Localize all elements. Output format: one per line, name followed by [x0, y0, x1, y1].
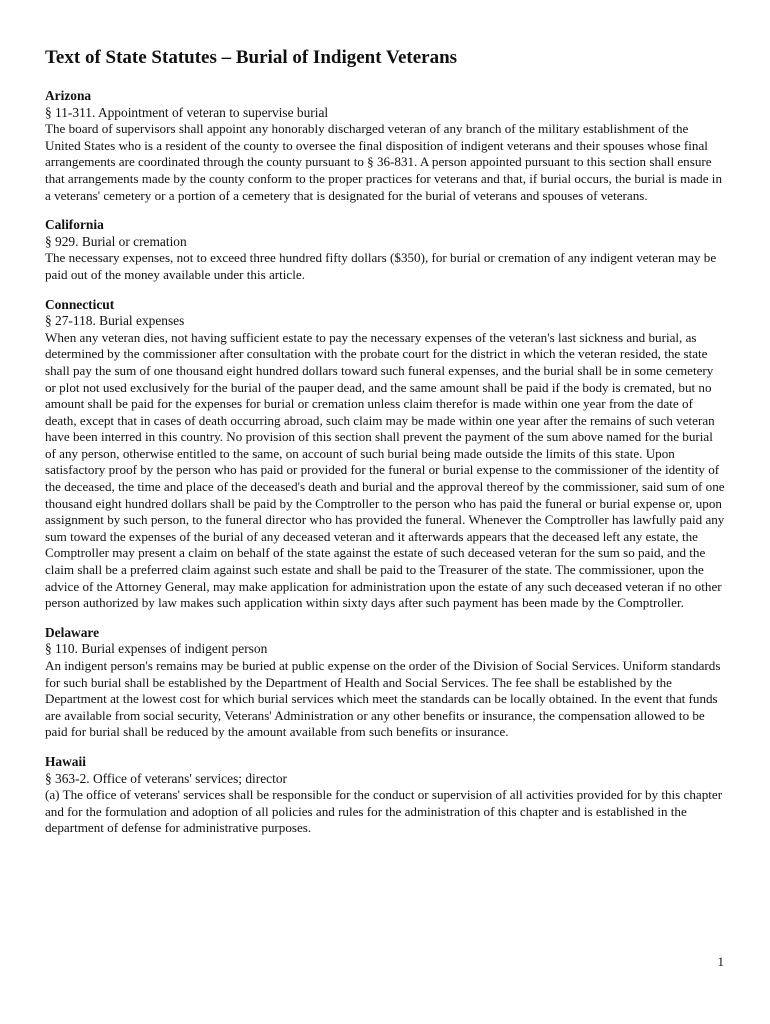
statute-section-california: [45, 217, 727, 283]
statute-heading: § 27-118. Burial expenses: [45, 313, 185, 329]
document-page: [45, 46, 727, 850]
statute-section-connecticut: [45, 297, 727, 612]
state-name: Hawaii: [45, 753, 86, 769]
statute-text: The necessary expenses, not to exceed three hundred fifty dollars ($350), for burial or cremation of any indigent veteran may be paid out of the money available under this article.: [45, 250, 717, 282]
statute-text: The board of supervisors shall appoint any honorably discharged veteran of any branch of the military establishment of the United States who is a resident of the county to oversee the final disposition of indigent veterans and their spouses whose final arrangements are coordinated through the county pursuant to § 36-831. A person appointed pursuant to this section shall ensure that arrangements made by the county conform to the proper practices for veterans and that, if burial occurs, the burial is made in a veterans' cemetery or a portion of a cemetery that is designated for the burial of veterans and spouses of veterans.: [45, 121, 722, 203]
statute-text: An indigent person's remains may be buried at public expense on the order of the Division of Social Services. Uniform standards for such burial shall be established by the Department of Health and Social Services. The fee shall be established by the Department at the lowest cost for which burial services which meet the standards can be locally obtained. In the event that funds are available from social security, Veterans' Administration or any other benefits or insurance, the compensation allowed to be paid for burial shall be reduced by the amount available from such benefits or insurance.: [45, 658, 721, 740]
document-title: Text of State Statutes – Burial of Indigent Veterans: [45, 47, 458, 68]
statute-section-arizona: [45, 88, 727, 204]
statute-text: (a) The office of veterans' services shall be responsible for the conduct or supervision of all activities provided for by this chapter and for the formulation and adoption of all policies and rules for the administration of this chapter and is established in the department of defense for administrative purposes.: [45, 787, 723, 836]
page-number: 1: [717, 954, 724, 969]
statute-heading: § 110. Burial expenses of indigent person: [45, 641, 268, 657]
statute-section-delaware: [45, 625, 727, 741]
statute-section-hawaii: [45, 754, 727, 837]
statute-heading: § 929. Burial or cremation: [45, 233, 187, 249]
state-name: California: [45, 217, 104, 233]
state-name: Delaware: [45, 624, 100, 640]
statute-heading: § 11-311. Appointment of veteran to supervise burial: [45, 104, 329, 120]
statute-heading: § 363-2. Office of veterans' services; director: [45, 770, 287, 786]
state-name: Arizona: [45, 88, 92, 103]
state-name: Connecticut: [45, 296, 115, 312]
statute-text: When any veteran dies, not having sufficient estate to pay the necessary expenses of the veteran's last sickness and burial, as determined by the commissioner after consultation with the probate court for the district in which the veteran resided, the state shall pay the sum of one thousand eight hundred dollars toward such funeral expenses, and the burial shall be in some cemetery or plot not used exclusively for the burial of the pauper dead, and the same amount shall be paid if the body is cremated, but no amount shall be paid for the expenses for burial or cremation unless claim therefor is made within one year from the date of death, except that in cases of death occurring abroad, such claim may be made within one year after the remains of such veteran have been interred in this country. No provision of this section shall prevent the payment of the sum above named for the burial of any person, otherwise entitled to the same, on account of such burial being made outside the limits of this state. Upon satisfactory proof by the person who has paid or provided for the funeral or burial expense to the commissioner of the identity of the deceased, the time and place of the deceased's death and burial and the approval thereof by the commissioner, said sum of one thousand eight hundred dollars shall be paid by the Comptroller to the person who has paid the funeral or burial expense or, upon assignment by such person, to the funeral director who has provided the funeral. Whenever the Comptroller has lawfully paid any sum toward the expenses of the burial of any deceased veteran and it afterwards appears that the deceased left any estate, the Comptroller may present a claim on behalf of the state against the estate of such deceased veteran for the sum so paid, and the claim shall be a preferred claim against such estate and shall be paid to the Treasurer of the state. The commissioner, upon the advice of the Attorney General, may make application for administration upon the estate of any such deceased veteran if no other person authorized by law makes such application within sixty days after such payment has been made by the Comptroller.: [45, 329, 725, 611]
